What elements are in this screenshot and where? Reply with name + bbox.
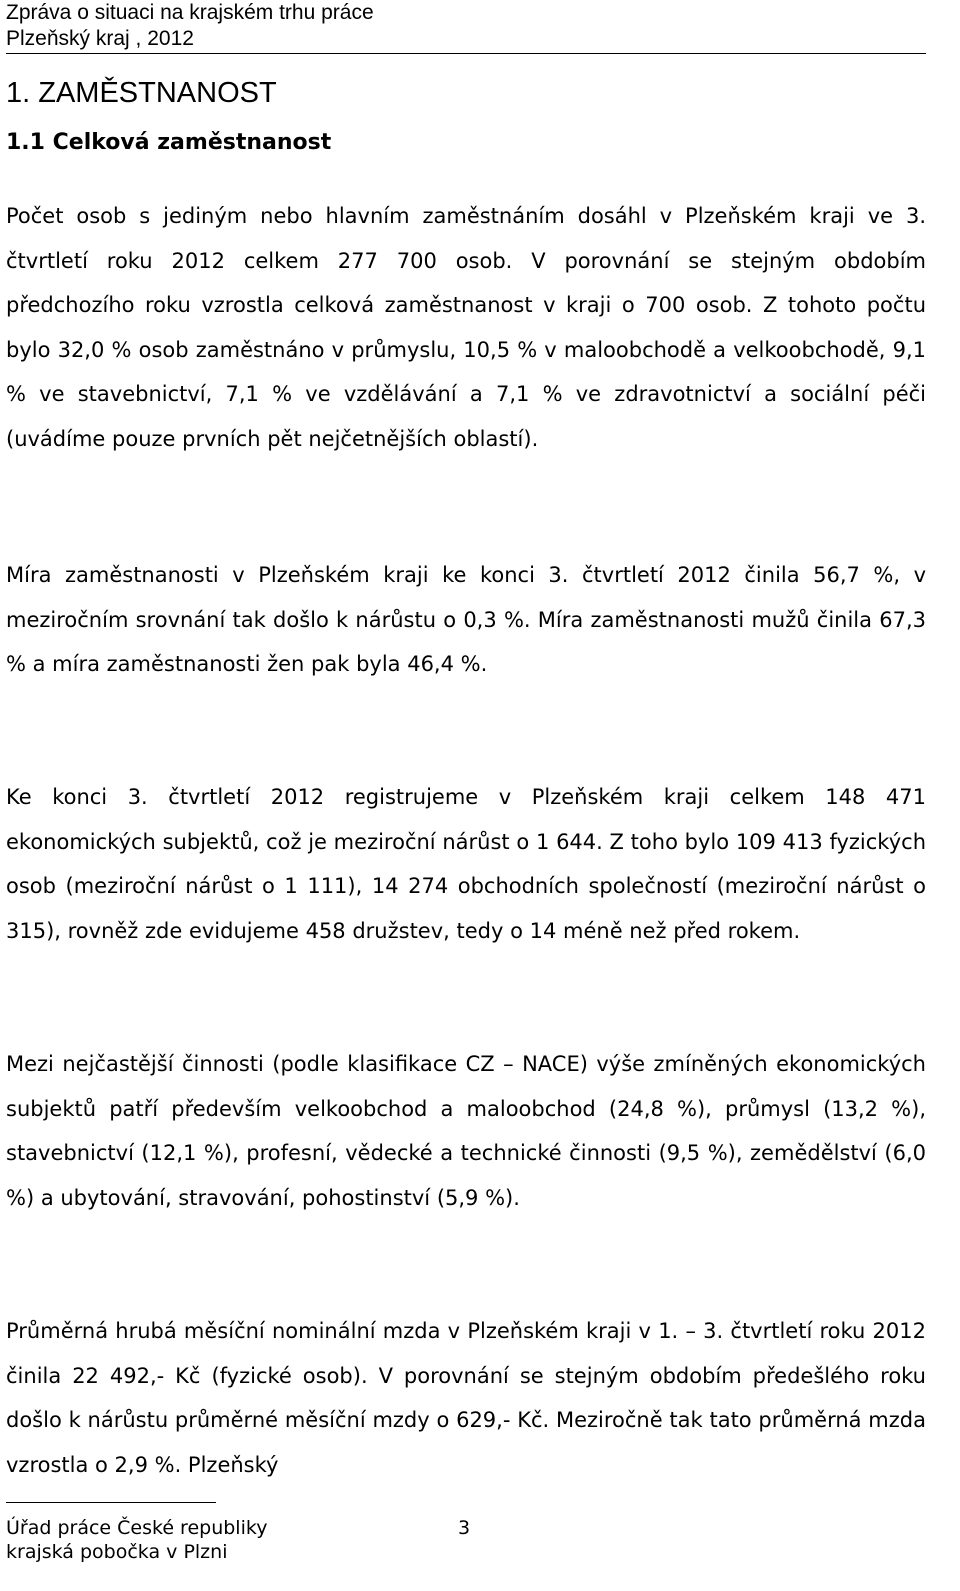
paragraph-economic-subjects: Ke konci 3. čtvrtletí 2012 registrujeme v Plzeňském kraji celkem 148 471 ekonomických subjektů, což je meziroční nárůst o 1 644. Z toho bylo 109 413 fyzických osob (meziroční nárůst o 1 111), 14 274 obchodních společností (meziroční nárůst o 315), rovněž zde evidujeme 458 družstev, tedy o 14 méně než před rokem. xyxy=(6,785,926,943)
paragraph-employment-rate: Míra zaměstnanosti v Plzeňském kraji ke konci 3. čtvrtletí 2012 činila 56,7 %, v meziročním srovnání tak došlo k nárůstu o 0,3 %. Míra zaměstnanosti mužů činila 67,3 % a míra zaměstnanosti žen pak byla 46,4 %. xyxy=(6,563,926,676)
chapter-heading: 1. ZAMĚSTNANOST xyxy=(6,77,277,109)
page-number: 3 xyxy=(458,1517,471,1539)
running-header xyxy=(6,0,926,52)
header-divider xyxy=(6,53,926,54)
paragraph-employment-count: Počet osob s jediným nebo hlavním zaměstnáním dosáhl v Plzeňském kraji ve 3. čtvrtletí roku 2012 celkem 277 700 osob. V porovnání se stejným obdobím předchozího roku vzrostla celková zaměstnanost v kraji o 700 osob. Z tohoto počtu bylo 32,0 % osob zaměstnáno v průmyslu, 10,5 % v maloobchodě a velkoobchodě, 9,1 % ve stavebnictví, 7,1 % ve vzdělávání a 7,1 % ve zdravotnictví a sociální péči (uvádíme pouze prvních pět nejčetnějších oblastí). xyxy=(6,204,926,451)
footer-organization: Úřad práce České republiky xyxy=(6,1517,268,1539)
page-footer xyxy=(6,1516,706,1564)
report-region-year: Plzeňský kraj , 2012 xyxy=(6,27,194,50)
section-heading: 1.1 Celková zaměstnanost xyxy=(6,130,332,155)
footer-divider xyxy=(6,1502,216,1503)
paragraph-activities: Mezi nejčastější činnosti (podle klasifikace CZ – NACE) výše zmíněných ekonomických subjektů patří především velkoobchod a maloobchod (24,8 %), průmysl (13,2 %), stavebnictví (12,1 %), profesní, vědecké a technické činnosti (9,5 %), zemědělství (6,0 %) a ubytování, stravování, pohostinství (5,9 %). xyxy=(6,1052,926,1210)
report-title: Zpráva o situaci na krajském trhu práce xyxy=(6,1,374,24)
footer-branch: krajská pobočka v Plzni xyxy=(6,1541,228,1563)
paragraph-average-wage: Průměrná hrubá měsíční nominální mzda v Plzeňském kraji v 1. – 3. čtvrtletí roku 2012 činila 22 492,- Kč (fyzické osob). V porovnání se stejným obdobím předešlého roku došlo k nárůstu průměrné měsíční mzdy o 629,- Kč. Meziročně tak tato průměrná mzda vzrostla o 2,9 %. Plzeňský xyxy=(6,1319,926,1477)
